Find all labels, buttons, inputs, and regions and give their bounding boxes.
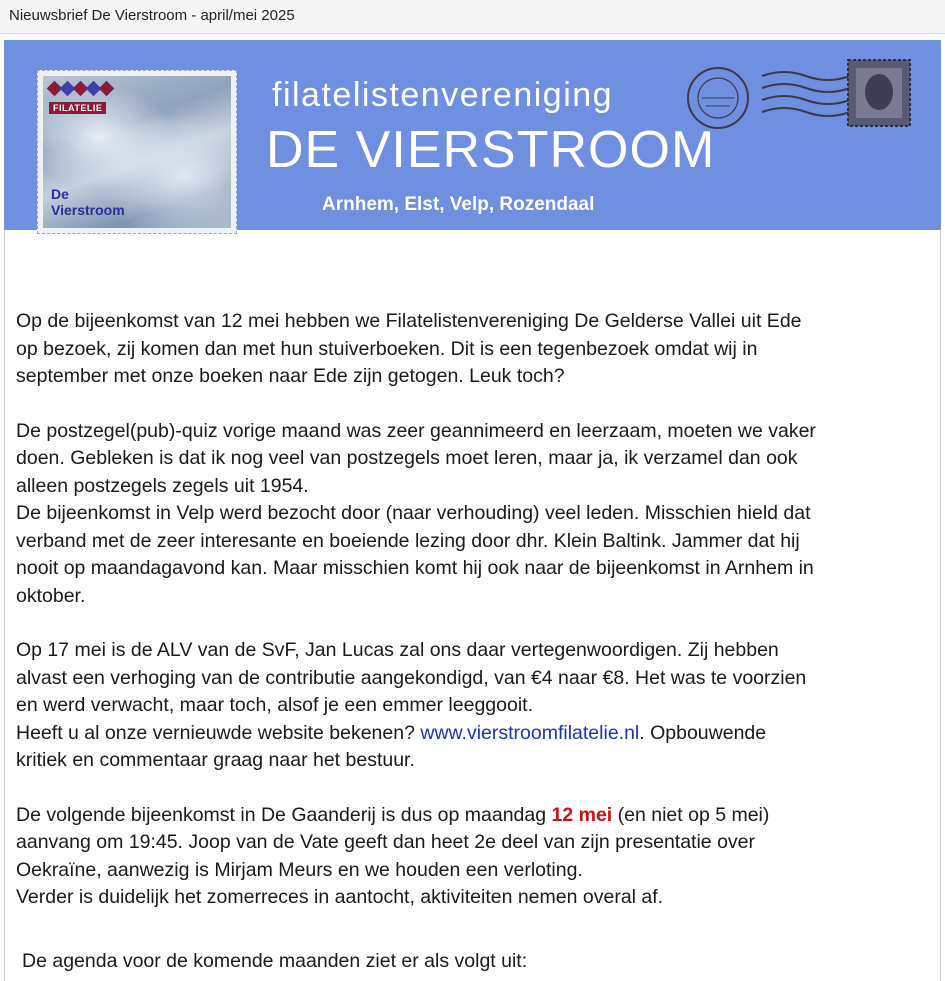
body-line: doen. Gebleken is dat ik nog veel van postzegels moet leren, maar ja, ik verzamel dan ook [16, 447, 798, 469]
body-line: De postzegel(pub)-quiz vorige maand was zeer geannimeerd en leerzaam, moeten we vaker [16, 419, 816, 442]
meeting-date-line [16, 802, 936, 830]
meeting-suffix: (en niet op 5 mei) [612, 803, 770, 826]
banner-subtitle: Arnhem, Elst, Velp, Rozendaal [322, 194, 595, 215]
body-line: De bijeenkomst in Velp werd bezocht door (naar verhouding) veel leden. Misschien hield dat [16, 502, 811, 524]
body-line: verband met de zeer interesante en boeiende lezing door dhr. Klein Baltink. Jammer dat hij [16, 529, 800, 552]
body-line: alleen postzegels zegels uit 1954. [16, 474, 309, 497]
body-line: Op 17 mei is de ALV van de SvF, Jan Lucas zal ons daar vertegenwoordigen. Zij hebben [16, 639, 779, 661]
stamp-decoration [684, 54, 924, 144]
body-line: op bezoek, zij komen dan met hun stuiverboeken. Dit is een tegenbezoek omdat wij in [16, 337, 758, 360]
body-line: nooit op maandagavond kan. Maar misschien komt hij ook naar de bijeenkomst in Arnhem in [16, 557, 814, 579]
club-logo [37, 70, 237, 234]
postmark-stamp-icon [688, 68, 748, 128]
window-title: Nieuwsbrief De Vierstroom - april/mei 2025 [9, 7, 295, 24]
website-prefix: Heeft u al onze vernieuwde website bekenen? [16, 721, 421, 744]
logo-club-name [51, 186, 151, 218]
body-line: alvast een verhoging van de contributie aangekondigd, van €4 naar €8. Het was te voorzien [16, 666, 807, 689]
postage-stamp-icon [848, 60, 910, 126]
website-suffix: . Opbouwende [639, 721, 767, 744]
paragraph-quiz [16, 418, 936, 611]
banner-title-big: DE VIERSTROOM [266, 121, 716, 179]
body-line: september met onze boeken naar Ede zijn getogen. Leuk toch? [16, 365, 565, 387]
body-line: oktober. [16, 584, 86, 607]
meeting-prefix: De volgende bijeenkomst in De Gaanderij is dus op maandag [16, 803, 552, 826]
body-line: aanvang om 19:45. Joop van de Vate geeft dan heet 2e deel van zijn presentatie over [16, 831, 756, 853]
body-line: en werd verwacht, maar toch, alsof je een emmer leeggooit. [16, 694, 534, 716]
website-line [16, 720, 936, 748]
logo-brand-text: FILATELIE [49, 102, 106, 114]
paragraph-alv [16, 637, 936, 775]
paragraph-next-meeting [16, 802, 936, 912]
body-line: Op de bijeenkomst van 12 mei hebben we Filatelistenvereniging De Gelderse Vallei uit Ede [16, 310, 802, 332]
body-line: kritiek en commentaar graag naar het bestuur. [16, 749, 415, 771]
body-line: Verder is duidelijk het zomerreces in aantocht, aktiviteiten nemen overal af. [16, 886, 664, 908]
website-link[interactable]: www.vierstroomfilatelie.nl [420, 721, 640, 744]
agenda-intro: De agenda voor de komende maanden ziet er als volgt uit: [22, 950, 528, 972]
newsletter-body [16, 308, 936, 939]
window-title-bar [0, 0, 945, 34]
banner-title-small: filatelistenvereniging [272, 76, 614, 114]
body-line: Oekraïne, aanwezig is Mirjam Meurs en we houden een verloting. [16, 858, 583, 881]
logo-name-line1: De [51, 186, 69, 202]
logo-name-line2: Vierstroom [51, 202, 125, 218]
paragraph-visit [16, 308, 936, 391]
logo-diamonds-icon [49, 83, 112, 94]
newsletter-header-banner [4, 40, 941, 230]
logo-water-image [43, 76, 231, 228]
meeting-date: 12 mei [551, 803, 613, 826]
